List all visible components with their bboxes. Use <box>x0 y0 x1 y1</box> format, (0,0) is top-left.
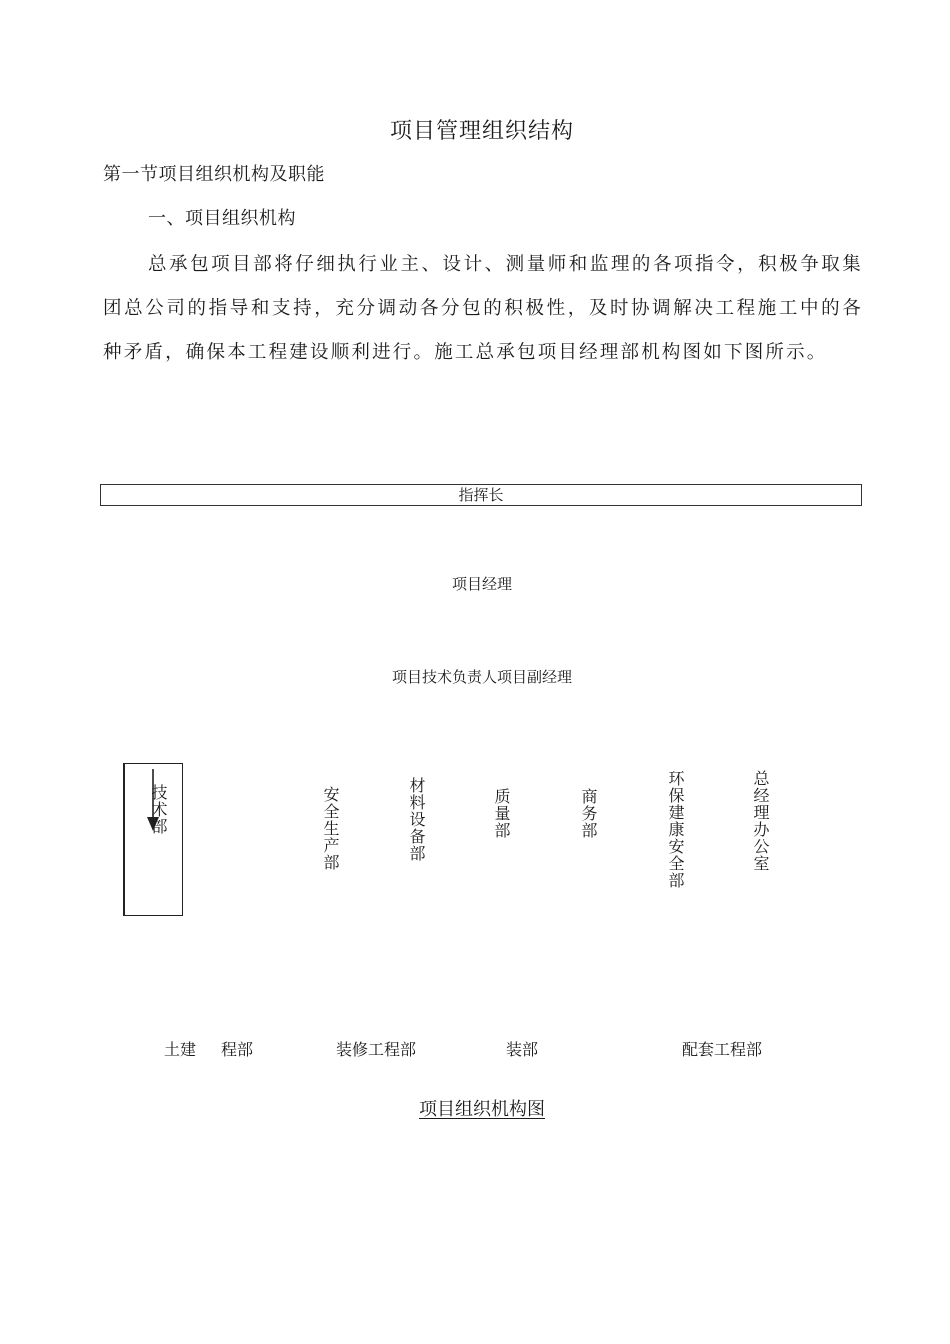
dept-technical: 技术部 <box>149 784 168 835</box>
dept-safety-production: 安全生产部 <box>321 786 340 871</box>
subsection-heading: 一、项目组织机构 <box>148 208 296 229</box>
technical-deputy-label: 项目技术负责人项目副经理 <box>391 668 572 686</box>
figure-caption-text: 项目组织机构图 <box>419 1099 545 1120</box>
dept-general-manager-office: 总经理办公室 <box>751 770 770 872</box>
civil-engineering-label-part1: 土建 <box>164 1040 197 1059</box>
document-title: 项目管理组织结构 <box>389 119 574 144</box>
installation-label: 装部 <box>506 1040 539 1059</box>
dept-environment-health-safety: 环保建康安全部 <box>666 770 685 889</box>
figure-caption <box>0 1095 950 1121</box>
project-manager-label: 项目经理 <box>451 575 512 593</box>
commander-label: 指挥长 <box>458 486 504 504</box>
commander-box <box>100 484 862 506</box>
dept-commerce: 商务部 <box>579 788 598 839</box>
section-heading: 第一节项目组织机构及职能 <box>103 164 325 185</box>
dept-quality: 质量部 <box>492 788 511 839</box>
body-paragraph: 总承包项目部将仔细执行业主、设计、测量师和监理的各项指令，积极争取集团总公司的指导和支持，充分调动各分包的积极性，及时协调解决工程施工中的各种矛盾，确保本工程建设顺利进行。施工总承包项目经理部机构图如下图所示。 <box>103 254 863 363</box>
decoration-engineering-label: 装修工程部 <box>336 1040 417 1059</box>
dept-materials-equipment: 材料设备部 <box>407 777 426 862</box>
civil-engineering-label-part2: 程部 <box>221 1040 254 1059</box>
supporting-engineering-label: 配套工程部 <box>682 1040 763 1059</box>
